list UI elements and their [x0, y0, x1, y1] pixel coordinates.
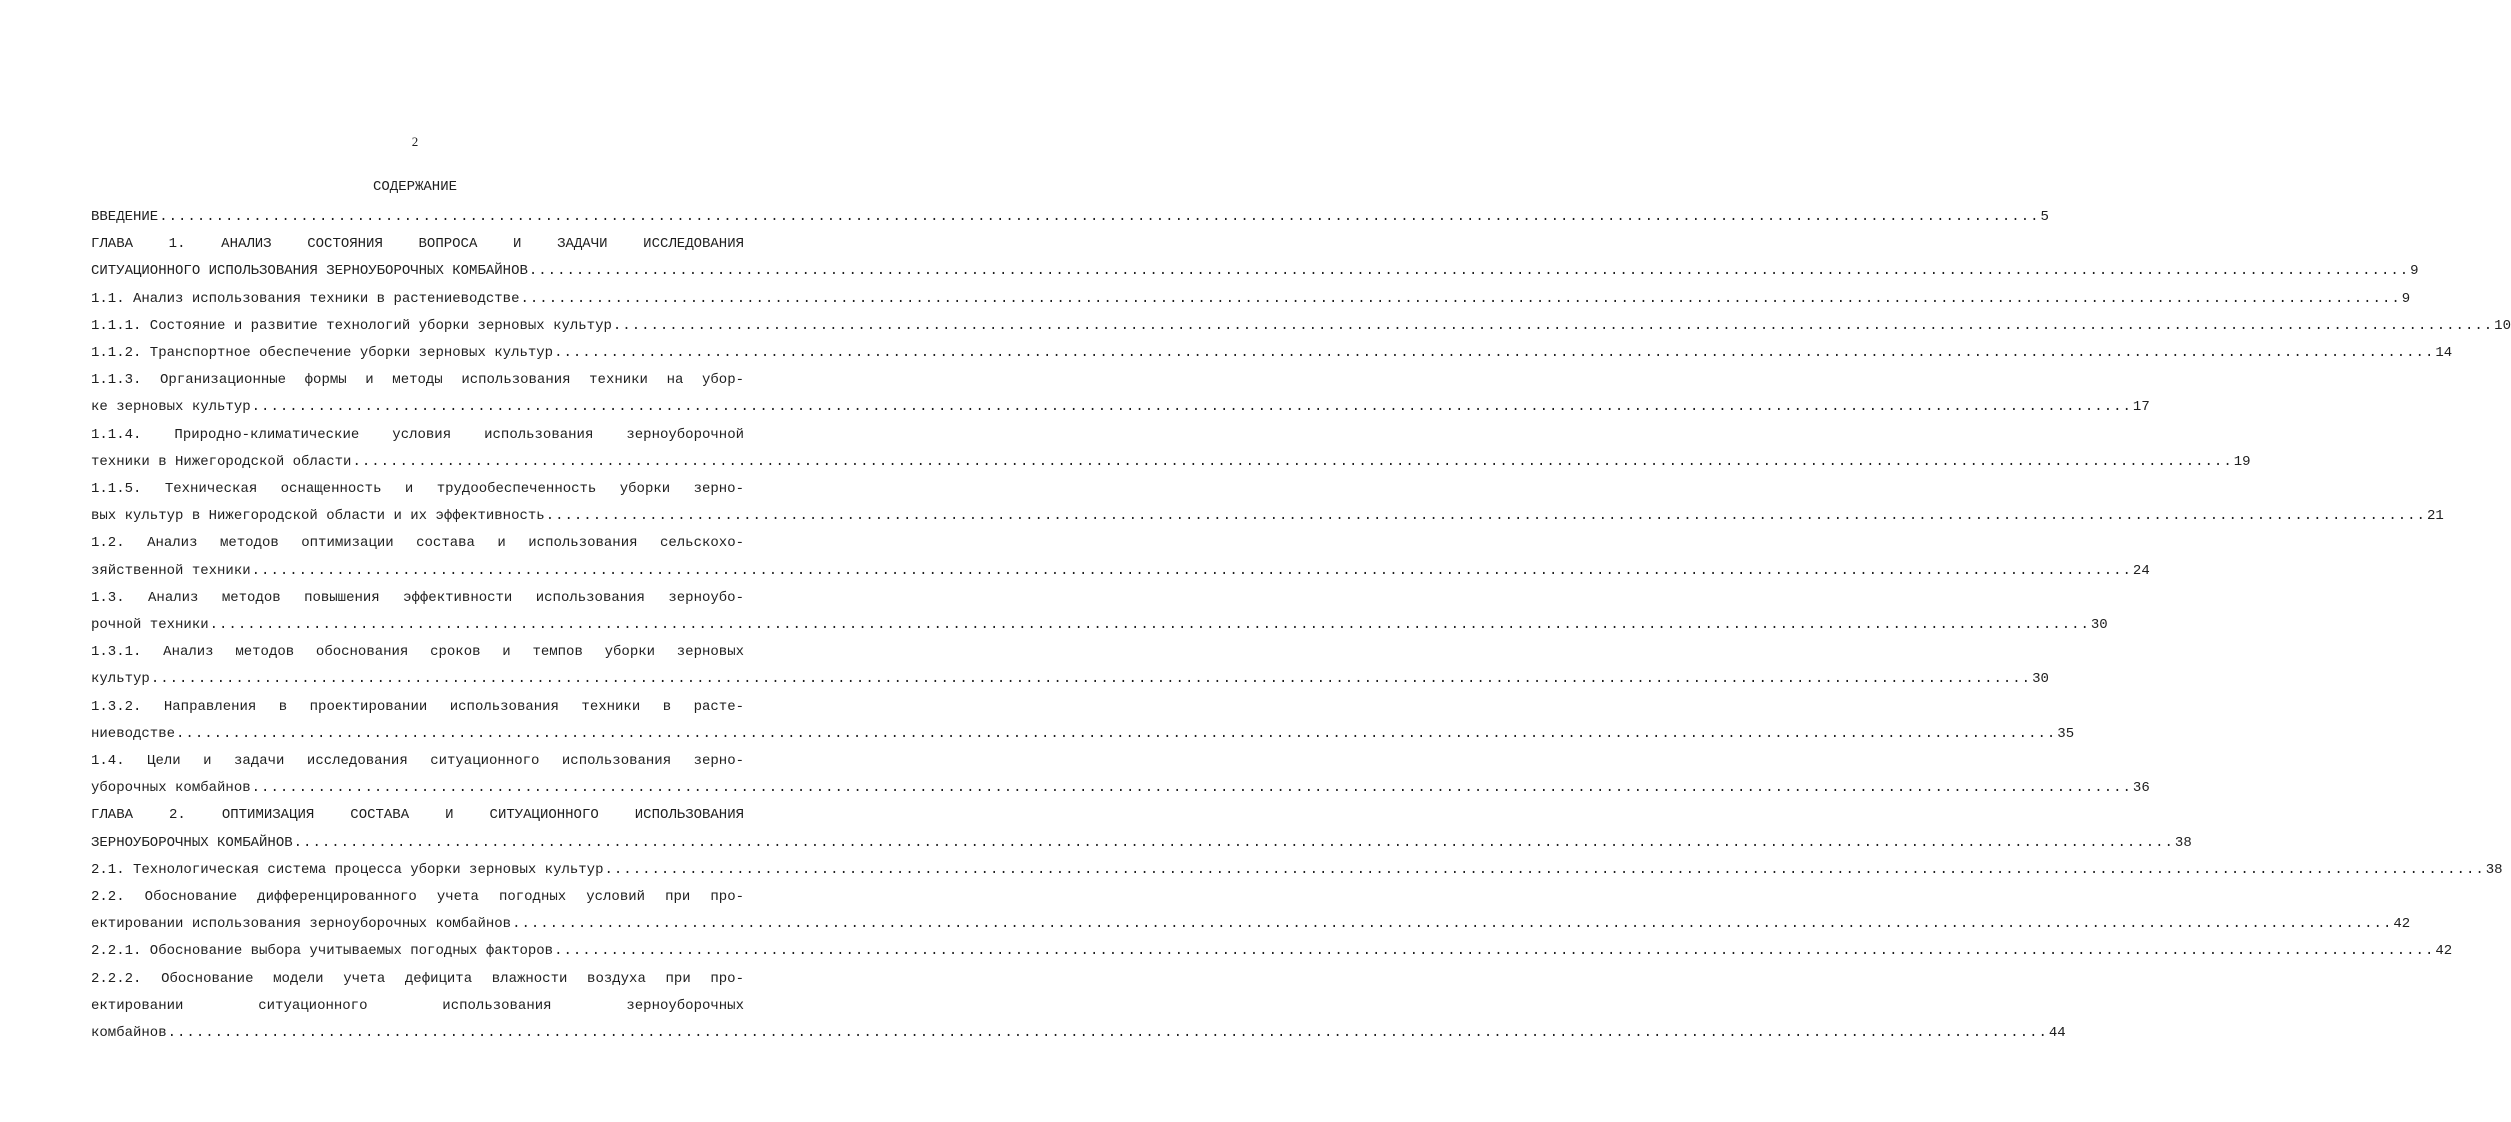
- toc-line: [91, 724, 2075, 744]
- toc-line: ектировании ситуационного использования зерноуборочных: [91, 998, 744, 1014]
- toc-page-number: 21: [2426, 508, 2444, 524]
- toc-entry-text: ектировании использования зерноуборочных комбайнов: [91, 916, 512, 932]
- toc-entry-text: ниеводстве: [91, 726, 176, 742]
- toc-page-number: 9: [2410, 263, 2419, 279]
- toc-entry-text: 1.1.2. Транспортное обеспечение уборки зерновых культур: [91, 345, 554, 361]
- toc-entry-text: СИТУАЦИОННОГО ИСПОЛЬЗОВАНИЯ ЗЕРНОУБОРОЧНЫХ КОМБАЙНОВ: [91, 263, 528, 279]
- toc-entry-text: 1.1.1. Состояние и развитие технологий уборки зерновых культур: [91, 318, 612, 334]
- toc-line: 1.4. Цели и задачи исследования ситуационного использования зерно-: [91, 753, 744, 769]
- toc-page-number: 30: [2090, 617, 2108, 633]
- toc-line: 1.1.4. Природно-климатические условия использования зерноуборочной: [91, 427, 744, 443]
- toc-entry-text: ке зерновых культур: [91, 399, 251, 415]
- toc-line: 1.1.3. Организационные формы и методы использования техники на убор-: [91, 372, 744, 388]
- toc-leader-dots: ........................................................................................................................................................................................................: [251, 563, 2132, 579]
- toc-entry-text: рочной техники: [91, 617, 209, 633]
- toc-leader-dots: ........................................................................................................................................................................................................: [251, 780, 2132, 796]
- toc-line: [91, 778, 2150, 798]
- toc-leader-dots: ........................................................................................................................................................................................................: [159, 209, 2040, 225]
- page-number: 2: [411, 134, 419, 149]
- toc-leader-dots: ........................................................................................................................................................................................................: [176, 726, 2057, 742]
- toc-title: СОДЕРЖАНИЕ: [372, 179, 457, 195]
- toc-page-number: 30: [2032, 671, 2049, 687]
- toc-line: [91, 397, 2150, 417]
- toc-line: [91, 452, 2251, 472]
- toc-line: 1.3.1. Анализ методов обоснования сроков и темпов уборки зерновых: [91, 644, 744, 660]
- toc-line: [91, 615, 2108, 635]
- toc-page-number: 42: [2435, 943, 2453, 959]
- toc-line: [91, 561, 2150, 581]
- toc-entry-text: вых культур в Нижегородской области и их эффективность: [91, 508, 545, 524]
- toc-line: ГЛАВА 1. АНАЛИЗ СОСТОЯНИЯ ВОПРОСА И ЗАДАЧИ ИССЛЕДОВАНИЯ: [91, 236, 744, 252]
- toc-page-number: 9: [2401, 291, 2411, 307]
- toc-line: [91, 506, 2444, 526]
- toc-leader-dots: ........................................................................................................................................................................................................: [612, 318, 2494, 334]
- toc-entry-text: ВВЕДЕНИЕ: [91, 209, 159, 225]
- toc-leader-dots: ........................................................................................................................................................................................................: [604, 862, 2485, 878]
- toc-page-number: 17: [2132, 399, 2150, 415]
- toc-page-number: 36: [2132, 780, 2150, 796]
- toc-leader-dots: ........................................................................................................................................................................................................: [554, 943, 2435, 959]
- toc-entry-text: 2.2.1. Обоснование выбора учитываемых погодных факторов: [91, 943, 554, 959]
- toc-entry-text: 2.1. Технологическая система процесса уборки зерновых культур: [91, 862, 604, 878]
- toc-leader-dots: ........................................................................................................................................................................................................: [528, 263, 2410, 279]
- toc-page-number: 38: [2485, 862, 2503, 878]
- toc-line: [91, 207, 2049, 227]
- toc-entry-text: зяйственной техники: [91, 563, 251, 579]
- toc-page-number: 42: [2393, 916, 2411, 932]
- toc-line: ГЛАВА 2. ОПТИМИЗАЦИЯ СОСТАВА И СИТУАЦИОННОГО ИСПОЛЬЗОВАНИЯ: [91, 807, 744, 823]
- toc-line: 2.2.2. Обоснование модели учета дефицита влажности воздуха при про-: [91, 971, 744, 987]
- toc-line: 1.1.5. Техническая оснащенность и трудообеспеченность уборки зерно-: [91, 481, 744, 497]
- toc-line: [91, 833, 2192, 853]
- toc-page-number: 5: [2040, 209, 2049, 225]
- toc-line: [91, 289, 2411, 309]
- toc-leader-dots: ........................................................................................................................................................................................................: [554, 345, 2435, 361]
- toc-line: [91, 316, 2511, 336]
- toc-leader-dots: ........................................................................................................................................................................................................: [209, 617, 2090, 633]
- toc-leader-dots: ........................................................................................................................................................................................................: [520, 291, 2401, 307]
- toc-leader-dots: ........................................................................................................................................................................................................: [150, 671, 2032, 687]
- toc-page-number: 19: [2233, 454, 2251, 470]
- toc-entry-text: 1.1. Анализ использования техники в растениеводстве: [91, 291, 520, 307]
- toc-entry-text: ЗЕРНОУБОРОЧНЫХ КОМБАЙНОВ: [91, 835, 293, 851]
- toc-leader-dots: ........................................................................................................................................................................................................: [512, 916, 2393, 932]
- toc-entry-text: уборочных комбайнов: [91, 780, 251, 796]
- toc-entry-text: техники в Нижегородской области: [91, 454, 352, 470]
- toc-page-number: 10: [2494, 318, 2511, 334]
- toc-leader-dots: ........................................................................................................................................................................................................: [167, 1025, 2048, 1041]
- toc-page-number: 35: [2057, 726, 2075, 742]
- toc-leader-dots: ........................................................................................................................................................................................................: [251, 399, 2132, 415]
- toc-line: [91, 860, 2503, 880]
- toc-leader-dots: ........................................................................................................................................................................................................: [545, 508, 2426, 524]
- toc-page-number: 24: [2132, 563, 2150, 579]
- toc-page-number: 14: [2435, 345, 2453, 361]
- toc-line: [91, 941, 2453, 961]
- toc-line: 2.2. Обоснование дифференцированного учета погодных условий при про-: [91, 889, 744, 905]
- toc-line: 1.3. Анализ методов повышения эффективности использования зерноубо-: [91, 590, 744, 606]
- toc-line: [91, 669, 2049, 689]
- toc-entry-text: комбайнов: [91, 1025, 167, 1041]
- toc-page-number: 44: [2048, 1025, 2066, 1041]
- toc-leader-dots: ........................................................................................................................................................................................................: [352, 454, 2233, 470]
- toc-line: [91, 1023, 2066, 1043]
- toc-line: [91, 914, 2411, 934]
- toc-line: [91, 343, 2453, 363]
- toc-leader-dots: ........................................................................................................................................................................................................: [293, 835, 2174, 851]
- toc-line: 1.3.2. Направления в проектировании использования техники в расте-: [91, 699, 744, 715]
- toc-entry-text: культур: [91, 671, 150, 687]
- toc-line: 1.2. Анализ методов оптимизации состава и использования сельскохо-: [91, 535, 744, 551]
- toc-page-number: 38: [2174, 835, 2192, 851]
- toc-line: [91, 261, 2419, 281]
